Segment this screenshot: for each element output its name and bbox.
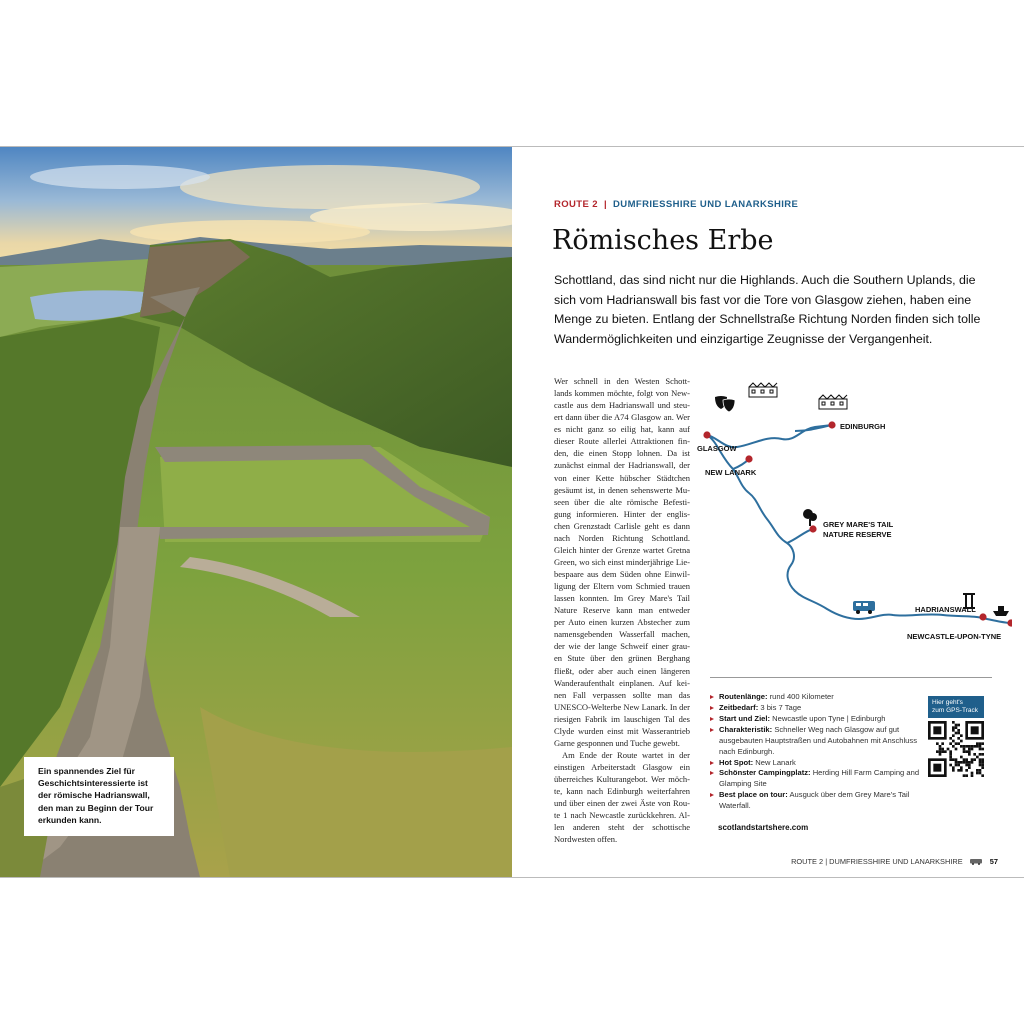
- body-line: überreiches Kulturangebot. Wer möch-: [554, 774, 690, 785]
- fact-label: Hot Spot:: [719, 757, 754, 767]
- theatre-masks-icon: [715, 396, 735, 412]
- map-label-new-lanark: NEW LANARK: [705, 468, 757, 477]
- caption-line: erkunden kann.: [38, 814, 102, 825]
- footer-route: ROUTE 2: [791, 857, 824, 866]
- qr-heading-line: Hier geht's: [932, 699, 963, 706]
- qr-heading-line: zum GPS-Track: [932, 707, 978, 715]
- body-line: namensgebenden Wasserfall machen,: [554, 629, 690, 640]
- body-line: Nature Reserve kann man entweder: [554, 605, 690, 616]
- fact-item: [710, 725, 920, 758]
- intro-line: sich vom Hadrianswall bis fast vor die Tore von Glasgow ziehen, haben eine: [554, 292, 972, 307]
- fact-item: [710, 758, 920, 769]
- fact-label: Charakteristik:: [719, 724, 773, 734]
- footer-region: DUMFRIESSHIRE UND LANARKSHIRE: [829, 857, 963, 866]
- ship-icon: [993, 606, 1009, 616]
- fact-label: Routenlänge:: [719, 692, 768, 701]
- page-footer: [772, 857, 998, 866]
- fact-label: Schönster Campingplatz:: [719, 768, 811, 778]
- body-line: Nordwesten offen.: [554, 834, 618, 845]
- body-line: castle aus dem Hadrianswall und steu-: [554, 400, 690, 411]
- body-line: nen Fall verpassen sollte man das: [554, 689, 690, 700]
- caption-line: den man zu Beginn der Tour: [38, 802, 154, 813]
- hadrians-wall-photo: [0, 147, 512, 877]
- body-line: Gleich hinter der Grenze wartet Gretna: [554, 544, 690, 555]
- body-line: fließt, oder aber auch einen längeren: [554, 665, 690, 676]
- body-line: es nicht ganz so eilig hat, kann auf: [554, 424, 690, 435]
- page-number: 57: [989, 857, 998, 866]
- qr-heading: [928, 696, 984, 718]
- map-label-edinburgh: EDINBURGH: [840, 422, 886, 431]
- caption-line: der römische Hadrianswall,: [38, 790, 150, 801]
- route-region: DUMFRIESSHIRE UND LANARKSHIRE: [613, 199, 799, 210]
- stop-newcastle: [1007, 619, 1012, 626]
- body-line: te, kann nach Edinburgh weiterfahren: [554, 786, 690, 797]
- edinburgh-buildings-icon: [819, 395, 847, 409]
- section-kicker: [554, 199, 798, 210]
- article-body: [554, 375, 690, 845]
- new-lanark-buildings-icon: [749, 383, 777, 397]
- magazine-spread: [0, 146, 1024, 878]
- body-line: lassen konnten. Im Grey Mare's Tail: [554, 593, 690, 604]
- fact-value: rund 400 Kilometer: [769, 692, 834, 701]
- stop-hadrianswall: [979, 613, 986, 620]
- body-line: Garne gesponnen und Tuche gewebt.: [554, 737, 680, 748]
- body-line: Clyde wurden einst mit Wasserantrieb: [554, 725, 690, 736]
- kicker-divider: |: [603, 199, 608, 210]
- fact-label: Zeitbedarf:: [719, 702, 759, 712]
- body-line: und über einen der zwei Äste von Rou-: [554, 798, 690, 809]
- photo-caption: [24, 757, 174, 836]
- stop-edinburgh: [828, 421, 835, 428]
- body-line: ligung der Eltern vom Schmied trauen: [554, 581, 690, 592]
- intro-line: Schottland, das sind nicht nur die Highlands. Auch die Southern Uplands, die: [554, 273, 976, 287]
- fact-value: Ausguck über dem Grey Mare's Tail Waterfall.: [719, 790, 910, 811]
- body-line: riesigen Fabrik im lauschigen Tal des: [554, 713, 690, 724]
- body-line: bespaare aus dem Süden ohne Einwil-: [554, 569, 690, 579]
- map-label-hadrianswall: HADRIANSWALL: [915, 605, 976, 614]
- body-line: Am Ende der Route wartet in der: [562, 749, 690, 760]
- body-line: UNESCO-Welterbe New Lanark. In der: [554, 701, 690, 712]
- body-line: Wanderaufenthalt einplanen. Auf kei-: [554, 677, 690, 688]
- route-map: [697, 369, 1012, 639]
- body-line: einstigen Arbeiterstadt Glasgow ein: [554, 762, 690, 772]
- fact-item: [710, 714, 920, 725]
- fact-value: New Lanark: [755, 757, 796, 767]
- fact-label: Start und Ziel:: [719, 713, 771, 723]
- stop-grey-mare: [809, 525, 816, 532]
- body-line: nach Norden Richtung Schottland.: [554, 532, 690, 543]
- caption-line: Geschichtsinteressierte ist: [38, 778, 148, 789]
- body-line: Green, wo sich einst minderjährige Lie-: [554, 556, 690, 567]
- body-line: gesäumt ist, in denen sehenswerte Mu-: [554, 484, 690, 495]
- fact-value: Newcastle upon Tyne | Edinburgh: [772, 713, 886, 723]
- intro-line: Wandermöglichkeiten und einzigartige Zeugnisse der Vergangenheit.: [554, 331, 933, 346]
- body-line: von einer Kette hübscher Städtchen: [554, 472, 690, 483]
- article-title: Römisches Erbe: [552, 225, 774, 256]
- fact-value: Herding Hill Farm Camping and Glamping Site: [719, 768, 920, 789]
- gps-track-qr[interactable]: [928, 696, 984, 777]
- body-line: lands kommen möchte, folgt von New-: [554, 388, 690, 399]
- stop-new-lanark: [745, 455, 752, 462]
- camper-van-icon: [853, 601, 875, 614]
- body-line: der wie der lange Schweif einer grau-: [554, 641, 690, 652]
- article-intro: [554, 271, 984, 349]
- intro-line: Menge zu bieten. Entlang der Schnellstraße Richtung Norden finden sich tolle: [554, 312, 981, 327]
- body-line: zunächst einmal der Hadrianswall, der: [554, 460, 690, 471]
- article-page: [512, 147, 1024, 877]
- map-label-grey-mare-1: GREY MARE'S TAIL: [823, 520, 894, 529]
- body-line: te 1 nach Newcastle zurückkehren. Al-: [554, 810, 690, 821]
- body-line: chen Grenzstadt Carlisle geht es dann: [554, 520, 690, 531]
- map-label-grey-mare-2: NATURE RESERVE: [823, 530, 892, 539]
- route-facts: [710, 677, 992, 812]
- qr-code-icon: [928, 721, 984, 777]
- map-label-glasgow: GLASGOW: [697, 444, 737, 453]
- body-line: dieser Route allerlei Attraktionen fin-: [554, 436, 690, 447]
- footer-divider: |: [825, 857, 828, 866]
- body-line: gung informieren. Hinter der englis-: [554, 508, 690, 519]
- body-line: en Stute über den grünen Berghang: [554, 653, 690, 664]
- body-line: ert dann über die A74 Glasgow an. Wer: [554, 412, 690, 423]
- fact-item: [710, 703, 920, 714]
- body-line: len anderen steht der schottische: [554, 822, 690, 833]
- body-line: Wer schnell in den Westen Schott-: [554, 376, 690, 386]
- fact-label: Best place on tour:: [719, 790, 788, 800]
- fact-item: [710, 790, 920, 812]
- fact-value: 3 bis 7 Tage: [760, 702, 802, 712]
- fact-value: Schneller Weg nach Glasgow auf gut ausgebauten Hauptstraßen und Autobahnen mit Anschluss nach Edinburgh.: [719, 724, 917, 756]
- map-label-newcastle: NEWCASTLE-UPON-TYNE: [907, 632, 1002, 639]
- body-line: seen über die alte römische Befesti-: [554, 496, 690, 507]
- fact-item: [710, 692, 920, 703]
- body-line: den, die einen Stopp lohnen. Da ist: [554, 448, 690, 459]
- stop-glasgow: [703, 431, 710, 438]
- route-number: ROUTE 2: [554, 199, 598, 210]
- tree-icon: [803, 509, 817, 526]
- body-line: per Auto einen kurzen Abstecher zum: [554, 617, 690, 628]
- camper-van-icon: [970, 859, 982, 865]
- website-link[interactable]: scotlandstartshere.com: [718, 823, 809, 832]
- caption-line: Ein spannendes Ziel für: [38, 766, 135, 776]
- fact-item: [710, 768, 920, 790]
- facts-list: [710, 692, 920, 812]
